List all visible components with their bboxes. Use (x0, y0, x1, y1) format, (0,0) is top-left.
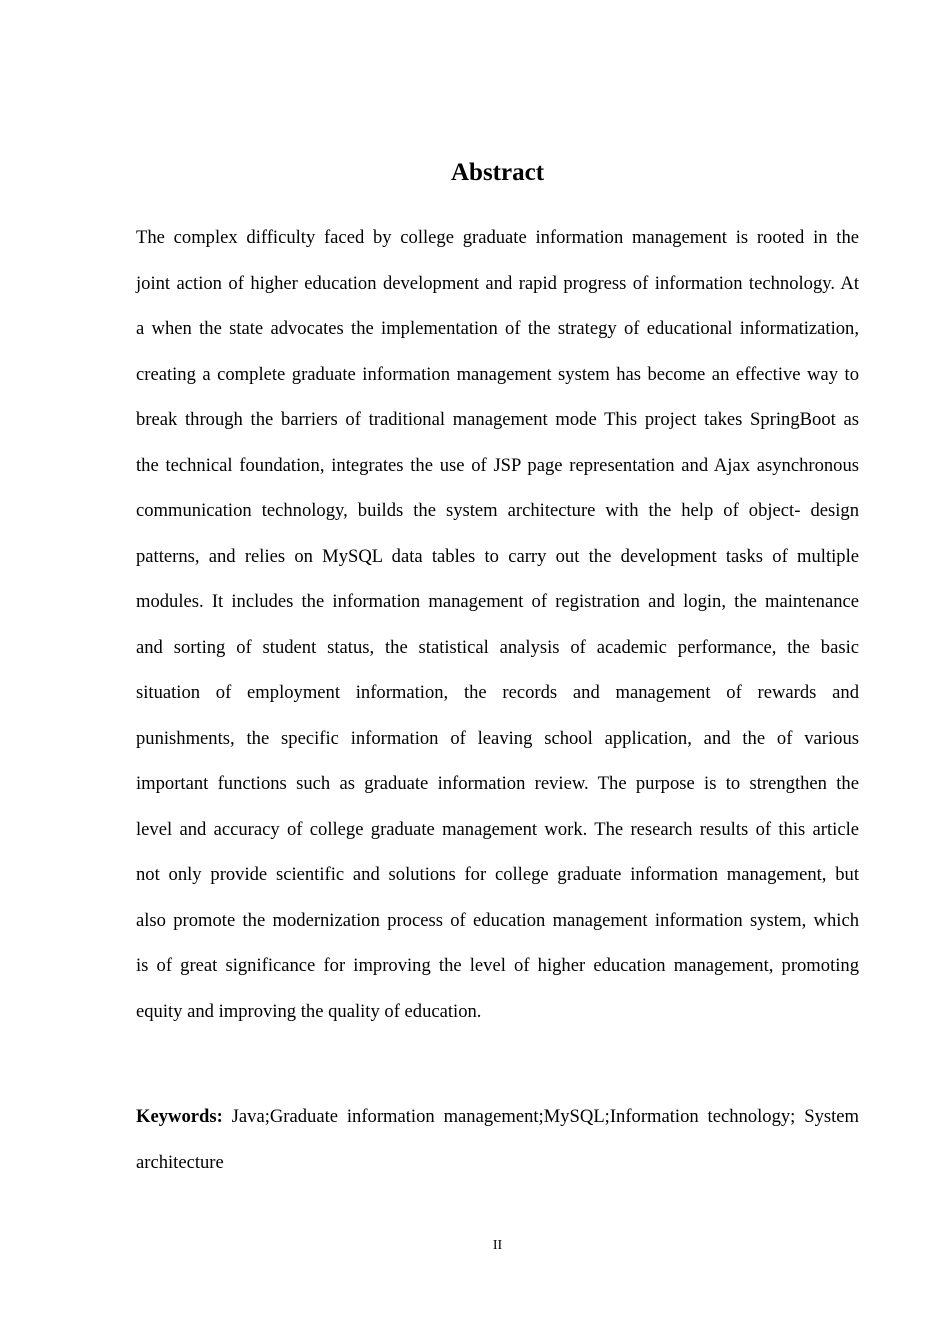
abstract-line: and sorting of student status, the statistical analysis of academic performance, the basic (136, 636, 859, 658)
abstract-line: important functions such as graduate information review. The purpose is to strengthen the (136, 773, 859, 794)
abstract-line: The complex difficulty faced by college graduate information management is rooted in the (136, 227, 859, 248)
abstract-line: patterns, and relies on MySQL data tables to carry out the development tasks of multiple (136, 545, 859, 567)
abstract-line: punishments, the specific information of leaving school application, and the of various (136, 727, 859, 749)
abstract-line: is of great significance for improving the level of higher education management, promoting (136, 955, 859, 976)
abstract-line: not only provide scientific and solutions for college graduate information management, but (136, 864, 859, 885)
keywords-line (136, 1150, 859, 1196)
abstract-line: modules. It includes the information management of registration and login, the maintenance (136, 591, 859, 612)
abstract-line: also promote the modernization process of education management information system, which (136, 909, 859, 931)
keywords-line (136, 1104, 859, 1150)
keywords-list: Java;Graduate information management;MySQL;Information technology; System (222, 1106, 859, 1127)
abstract-body (136, 225, 859, 1044)
abstract-line: communication technology, builds the system architecture with the help of object- design (136, 500, 859, 521)
abstract-title: Abstract (450, 159, 545, 186)
keywords-label: Keywords: (136, 1106, 223, 1127)
abstract-line: creating a complete graduate information management system has become an effective way to (136, 363, 859, 385)
abstract-line: situation of employment information, the records and management of rewards and (136, 682, 859, 703)
abstract-line: level and accuracy of college graduate management work. The research results of this article (136, 818, 859, 840)
abstract-line: break through the barriers of traditional management mode This project takes SpringBoot as (136, 409, 859, 430)
page-number: II (492, 1238, 503, 1253)
abstract-line: equity and improving the quality of education. (136, 1000, 482, 1022)
keywords-section (136, 1104, 859, 1196)
keywords-list-continued: architecture (136, 1152, 224, 1173)
abstract-line: joint action of higher education development and rapid progress of information technology. At (136, 272, 859, 294)
abstract-line: the technical foundation, integrates the use of JSP page representation and Ajax asynchronous (136, 454, 859, 476)
abstract-line: a when the state advocates the implementation of the strategy of educational informatization, (136, 318, 859, 339)
